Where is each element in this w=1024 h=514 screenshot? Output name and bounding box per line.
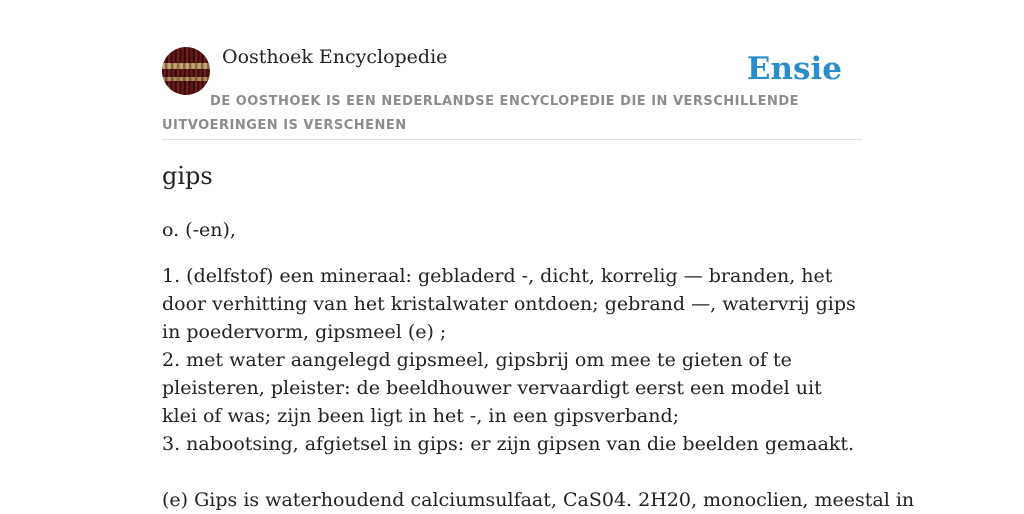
site-tagline: DE OOSTHOEK IS EEN NEDERLANDSE ENCYCLOPEDIE DIE IN VERSCHILLENDE UITVOERINGEN IS VERSCHENEN	[162, 94, 800, 133]
site-avatar[interactable]	[162, 47, 210, 95]
page-container	[162, 0, 915, 511]
grammar-info: o. (-en),	[162, 219, 236, 241]
entry-note: (e) Gips is waterhoudend calciumsulfaat, CaS04. 2H20, monoclien, meestal in	[162, 489, 915, 511]
entry-title: gips	[162, 162, 213, 190]
site-header	[162, 0, 862, 140]
definitions	[162, 262, 862, 458]
definition-1: 1. (delfstof) een mineraal: gebladerd -, dicht, korrelig — branden, het door verhitting van het kristalwater ontdoen; gebrand —, watervrij gips in poedervorm, gipsmeel (e) ;	[162, 265, 856, 343]
definition-2: 2. met water aangelegd gipsmeel, gipsbrij om mee te gieten of te pleisteren, pleister: de beeldhouwer vervaardigt eerst een model uit klei of was; zijn been ligt in het -, in een gipsverband;	[162, 349, 822, 427]
brand-logo-link[interactable]: Ensie	[746, 51, 842, 87]
book-spines-decoration	[162, 77, 210, 81]
site-name[interactable]: Oosthoek Encyclopedie	[222, 46, 448, 68]
entry-content	[162, 216, 915, 514]
definition-3: 3. nabootsing, afgietsel in gips: er zijn gipsen van die beelden gemaakt.	[162, 433, 855, 455]
book-spines-decoration	[162, 63, 210, 69]
